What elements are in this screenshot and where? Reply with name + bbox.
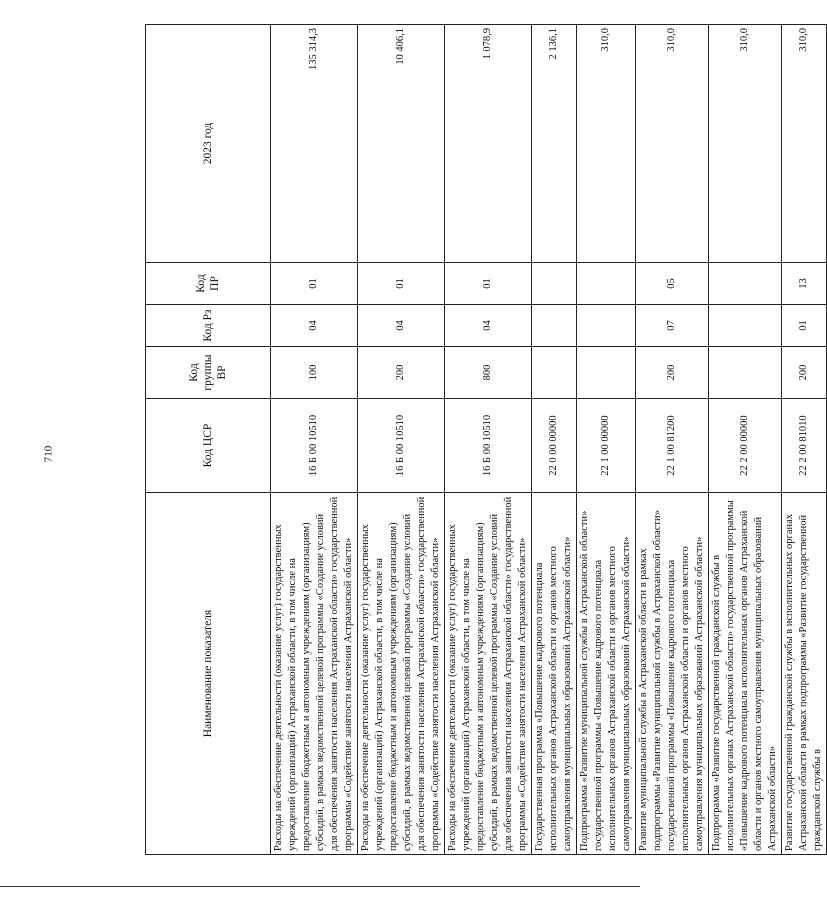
table-row — [782, 25, 827, 855]
row-vr — [577, 347, 636, 399]
page-margin — [0, 0, 126, 880]
row-pr — [532, 263, 577, 305]
row-rz: 01 — [782, 305, 827, 347]
row-csr: 22 1 00 81200 — [636, 399, 709, 493]
header-csr: Код ЦСР — [146, 399, 271, 493]
row-pr — [577, 263, 636, 305]
row-rz: 07 — [636, 305, 709, 347]
row-csr: 22 1 00 00000 — [577, 399, 636, 493]
row-name: Расходы на обеспечение деятельности (оказание услуг) государственных учреждений (организаций) Астраханской области, в том числе на предоставление бюджетным и автономным учреждениям (организациям) субсидий, в рамках ведомственной целевой программы «Создание условий для обеспечения занятости населения Астраханской области» государственной программы «Содействие занятости населения Астраханской области» — [358, 493, 445, 855]
row-vr: 200 — [358, 347, 445, 399]
row-csr: 22 2 00 00000 — [709, 399, 782, 493]
row-name: Подпрограмма «Развитие государственной гражданской службы в исполнительных органах Астраханской области» государственной программы «Повышение кадрового потенциала исполнительных органов Астраханской области и органов местного самоуправления муниципальных образований Астраханской области» — [709, 493, 782, 855]
row-amount: 310,0 — [577, 25, 636, 263]
rotated-table-wrapper — [145, 25, 823, 855]
row-vr: 200 — [782, 347, 827, 399]
row-amount: 10 406,1 — [358, 25, 445, 263]
header-pr: Код ПР — [146, 263, 271, 305]
row-pr: 01 — [445, 263, 532, 305]
row-rz: 04 — [358, 305, 445, 347]
table-row — [577, 25, 636, 855]
row-amount: 310,0 — [782, 25, 827, 263]
row-pr — [709, 263, 782, 305]
row-amount: 135 314,3 — [271, 25, 358, 263]
row-pr: 01 — [271, 263, 358, 305]
row-name: Развитие муниципальной службы в Астраханской области в рамках подпрограммы «Развитие муниципальной службы в Астраханской области» государственной программы «Повышение кадрового потенциала исполнительных органов Астраханской области и органов местного самоуправления муниципальных образований Астраханской области» — [636, 493, 709, 855]
row-vr: 100 — [271, 347, 358, 399]
header-rz: Код Рз — [146, 305, 271, 347]
row-name: Государственная программа «Повышение кадрового потенциала исполнительных органов Астраханской области и органов местного самоуправления муниципальных образований Астраханской области» — [532, 493, 577, 855]
row-rz: 04 — [271, 305, 358, 347]
row-csr: 22 0 00 00000 — [532, 399, 577, 493]
row-name: Подпрограмма «Развитие муниципальной службы в Астраханской области» государственной программы «Повышение кадрового потенциала исполнительных органов Астраханской области и органов местного самоуправления муниципальных образований Астраханской области» — [577, 493, 636, 855]
row-amount: 1 078,9 — [445, 25, 532, 263]
row-amount: 2 136,1 — [532, 25, 577, 263]
table-row — [532, 25, 577, 855]
table-row — [271, 25, 358, 855]
row-name: Расходы на обеспечение деятельности (оказание услуг) государственных учреждений (организаций) Астраханской области, в том числе на предоставление бюджетным и автономным учреждениям (организациям) субсидий, в рамках ведомственной целевой программы «Создание условий для обеспечения занятости населения Астраханской области» государственной программы «Содействие занятости населения Астраханской области» — [271, 493, 358, 855]
page-number: 710 — [42, 445, 55, 463]
table-row — [358, 25, 445, 855]
row-rz — [577, 305, 636, 347]
row-csr: 16 Б 00 10510 — [271, 399, 358, 493]
row-csr: 22 2 00 81010 — [782, 399, 827, 493]
row-csr: 16 Б 00 10510 — [445, 399, 532, 493]
table-header-row — [146, 25, 271, 855]
row-name: Развитие государственной гражданской службы в исполнительных органах Астраханской области в рамках подпрограммы «Развитие государственной гражданской службы в — [782, 493, 827, 855]
row-csr: 16 Б 00 10510 — [358, 399, 445, 493]
row-rz — [709, 305, 782, 347]
header-name: Наименование показателя — [146, 493, 271, 855]
row-amount: 310,0 — [636, 25, 709, 263]
row-vr — [709, 347, 782, 399]
row-rz — [532, 305, 577, 347]
budget-table — [145, 24, 827, 855]
table-row — [709, 25, 782, 855]
row-rz: 04 — [445, 305, 532, 347]
table-row — [636, 25, 709, 855]
row-amount: 310,0 — [709, 25, 782, 263]
table-row — [445, 25, 532, 855]
row-pr: 05 — [636, 263, 709, 305]
row-vr: 800 — [445, 347, 532, 399]
row-vr: 200 — [636, 347, 709, 399]
row-vr — [532, 347, 577, 399]
page-bottom-rule — [0, 886, 640, 887]
row-pr: 13 — [782, 263, 827, 305]
header-year: 2023 год — [146, 25, 271, 263]
row-pr: 01 — [358, 263, 445, 305]
header-vr: Код группы ВР — [146, 347, 271, 399]
row-name: Расходы на обеспечение деятельности (оказание услуг) государственных учреждений (организаций) Астраханской области, в том числе на предоставление бюджетным и автономным учреждениям (организациям) субсидий, в рамках ведомственной целевой программы «Создание условий для обеспечения занятости населения Астраханской области» государственной программы «Содействие занятости населения Астраханской области» — [445, 493, 532, 855]
